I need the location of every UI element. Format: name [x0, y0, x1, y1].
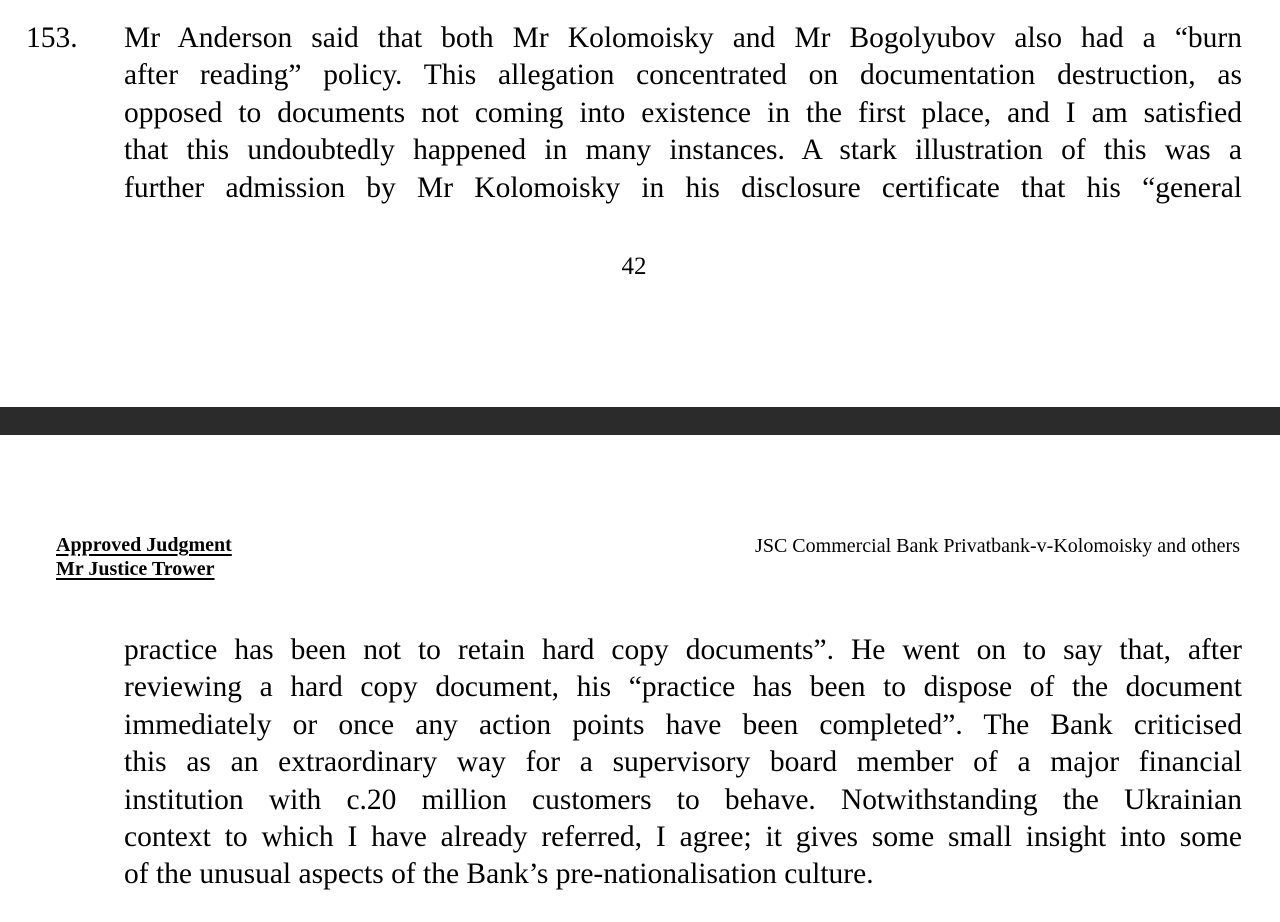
paragraph-line: that this undoubtedly happened in many instances. A stark illustration of this was a — [124, 134, 1242, 167]
paragraph-line: of the unusual aspects of the Bank’s pre-nationalisation culture. — [124, 858, 874, 891]
judgment-header-left — [56, 533, 232, 581]
paragraph-line: institution with c.20 million customers to behave. Notwithstanding the Ukrainian — [124, 783, 1242, 816]
approved-judgment-label: Approved Judgment — [56, 534, 232, 556]
page-divider — [0, 407, 1280, 435]
paragraph-line: immediately or once any action points have been completed”. The Bank criticised — [124, 708, 1242, 741]
paragraph-line: further admission by Mr Kolomoisky in his disclosure certificate that his “general — [124, 171, 1242, 204]
judge-name-label: Mr Justice Trower — [56, 558, 215, 580]
paragraph-number: 153. — [26, 22, 78, 54]
document-page-upper — [0, 0, 1280, 407]
paragraph-continuation-text — [124, 632, 1242, 894]
paragraph-line: opposed to documents not coming into existence in the first place, and I am satisfied — [124, 96, 1242, 129]
paragraph-line: this as an extraordinary way for a supervisory board member of a major financial — [124, 746, 1242, 779]
case-title-header: JSC Commercial Bank Privatbank-v-Kolomoisky and others — [755, 535, 1240, 557]
paragraph-line: Mr Anderson said that both Mr Kolomoisky and Mr Bogolyubov also had a “burn — [124, 22, 1242, 54]
paragraph-line: context to which I have already referred, I agree; it gives some small insight into some — [124, 820, 1242, 853]
page-number: 42 — [621, 253, 647, 280]
paragraph-153-text — [124, 20, 1242, 207]
paragraph-line: reviewing a hard copy document, his “practice has been to dispose of the document — [124, 671, 1242, 704]
paragraph-line: after reading” policy. This allegation concentrated on documentation destruction, as — [124, 59, 1242, 92]
paragraph-line: practice has been not to retain hard copy documents”. He went on to say that, after — [124, 634, 1242, 666]
